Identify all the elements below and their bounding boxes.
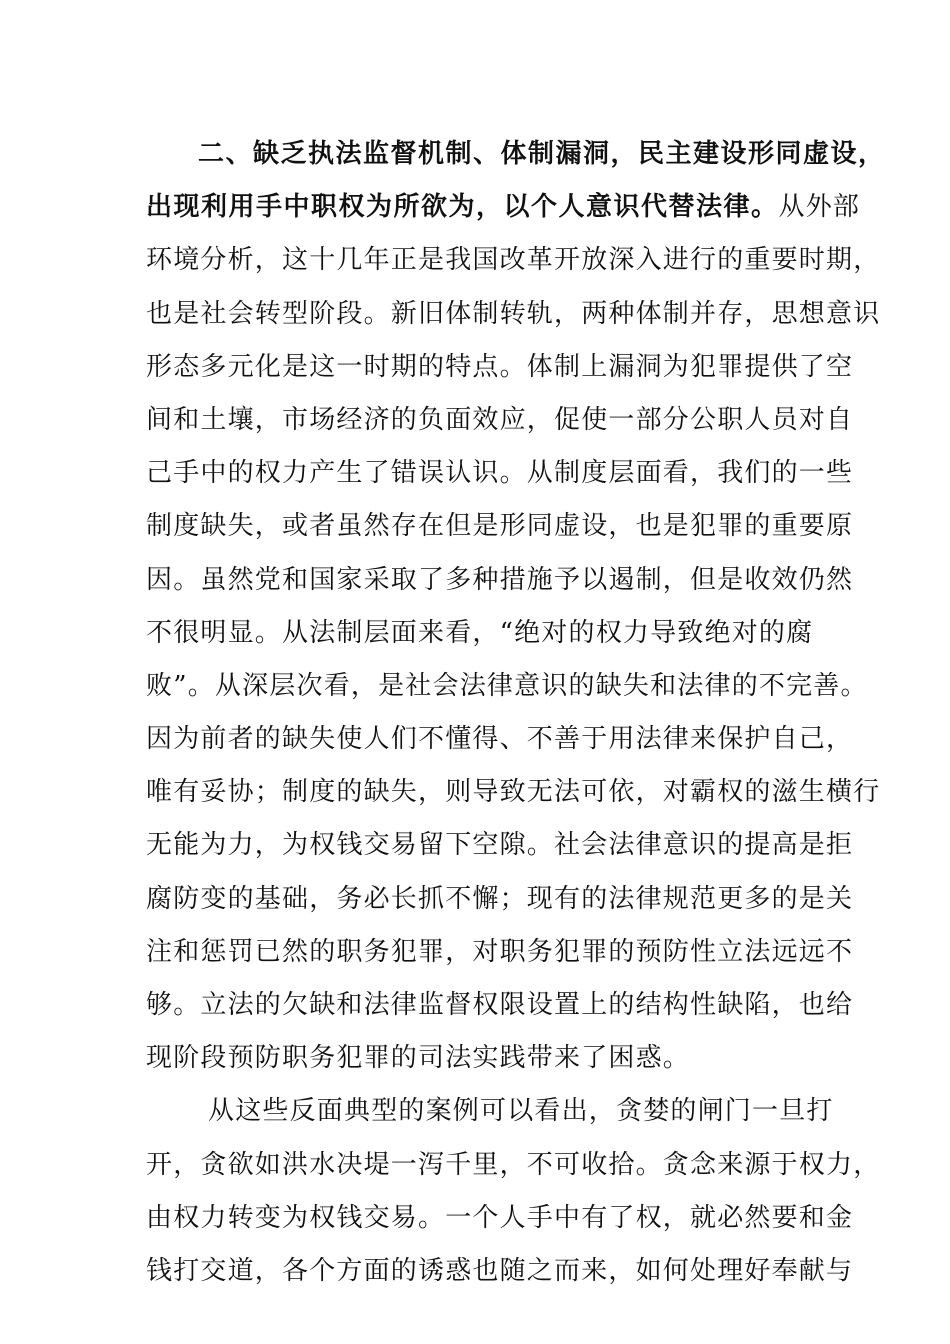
- body-text: 够。立法的欠缺和法律监督权限设置上的结构性缺陷，也给: [146, 990, 854, 1020]
- paragraph-line: [146, 1192, 854, 1245]
- paragraph-line: [146, 128, 886, 181]
- paragraph-line: [146, 181, 861, 234]
- body-text: 无能为力，为权钱交易留下空隙。社会法律意识的提高是拒: [146, 830, 854, 861]
- body-text: 开，贪欲如洪水决堤一泻千里，不可收拾。贪念来源于权力，: [146, 1149, 881, 1180]
- paragraph-line: [146, 500, 854, 553]
- paragraph-line: [146, 1085, 846, 1138]
- paragraph-line: [146, 873, 854, 926]
- body-text: 注和惩罚已然的职务犯罪，对职务犯罪的预防性立法远远不: [146, 936, 854, 967]
- body-text: 制度缺失，或者虽然存在但是形同虚设，也是犯罪的重要原: [146, 511, 854, 542]
- body-text: 己手中的权力产生了错误认识。从制度层面看，我们的一些: [146, 458, 854, 489]
- paragraph-line: [146, 979, 854, 1032]
- body-text: 也是社会转型阶段。新旧体制转轨，两种体制并存，思想意识: [146, 298, 881, 329]
- body-text: 间和土壤，市场经济的负面效应，促使一部分公职人员对自: [146, 404, 854, 435]
- section-heading-text: 二、缺乏执法监督机制、体制漏洞，民主建设形同虚设，: [198, 139, 886, 169]
- paragraph-line: [146, 1032, 846, 1085]
- paragraph-line: [146, 394, 854, 447]
- body-text: 形态多元化是这一时期的特点。体制上漏洞为犯罪提供了空: [146, 351, 854, 382]
- paragraph-line: [146, 1245, 854, 1298]
- paragraph-line: [146, 341, 854, 394]
- body-text: 因。虽然党和国家采取了多种措施予以遏制，但是收效仍然: [146, 564, 854, 595]
- paragraph-line: [146, 288, 881, 341]
- body-text: 唯有妥协；制度的缺失，则导致无法可依，对霸权的滋生横行: [146, 777, 881, 808]
- paragraph-line: [146, 713, 854, 766]
- document-body: [146, 128, 886, 1298]
- body-text: 因为前者的缺失使人们不懂得、不善于用法律来保护自己，: [146, 724, 854, 755]
- paragraph-line: [146, 766, 881, 819]
- body-text: 败”。从深层次看，是社会法律意识的缺失和法律的不完善。: [146, 670, 868, 701]
- paragraph-line: [146, 607, 846, 660]
- paragraph-line: [146, 234, 881, 287]
- body-text: 环境分析，这十几年正是我国改革开放深入进行的重要时期，: [146, 245, 881, 276]
- paragraph-line: [146, 819, 854, 872]
- body-text: 由权力转变为权钱交易。一个人手中有了权，就必然要和金: [146, 1202, 854, 1233]
- body-text: 从这些反面典型的案例可以看出，贪婪的闸门一旦打: [208, 1096, 834, 1127]
- body-text: 现阶段预防职务犯罪的司法实践带来了困惑。: [146, 1043, 691, 1074]
- paragraph-line: [146, 447, 854, 500]
- body-text: 不很明显。从法制层面来看，“绝对的权力导致绝对的腐: [146, 617, 814, 648]
- paragraph-line: [146, 926, 854, 979]
- section-heading-text: 出现利用手中职权为所欲为，以个人意识代替法律。: [146, 192, 779, 223]
- paragraph-line: [146, 660, 868, 713]
- body-text: 腐防变的基础，务必长抓不懈；现有的法律规范更多的是关: [146, 883, 854, 914]
- paragraph-line: [146, 554, 854, 607]
- paragraph-line: [146, 1139, 881, 1192]
- body-text: 钱打交道，各个方面的诱惑也随之而来，如何处理好奉献与: [146, 1255, 854, 1286]
- body-text: 从外部: [778, 192, 861, 223]
